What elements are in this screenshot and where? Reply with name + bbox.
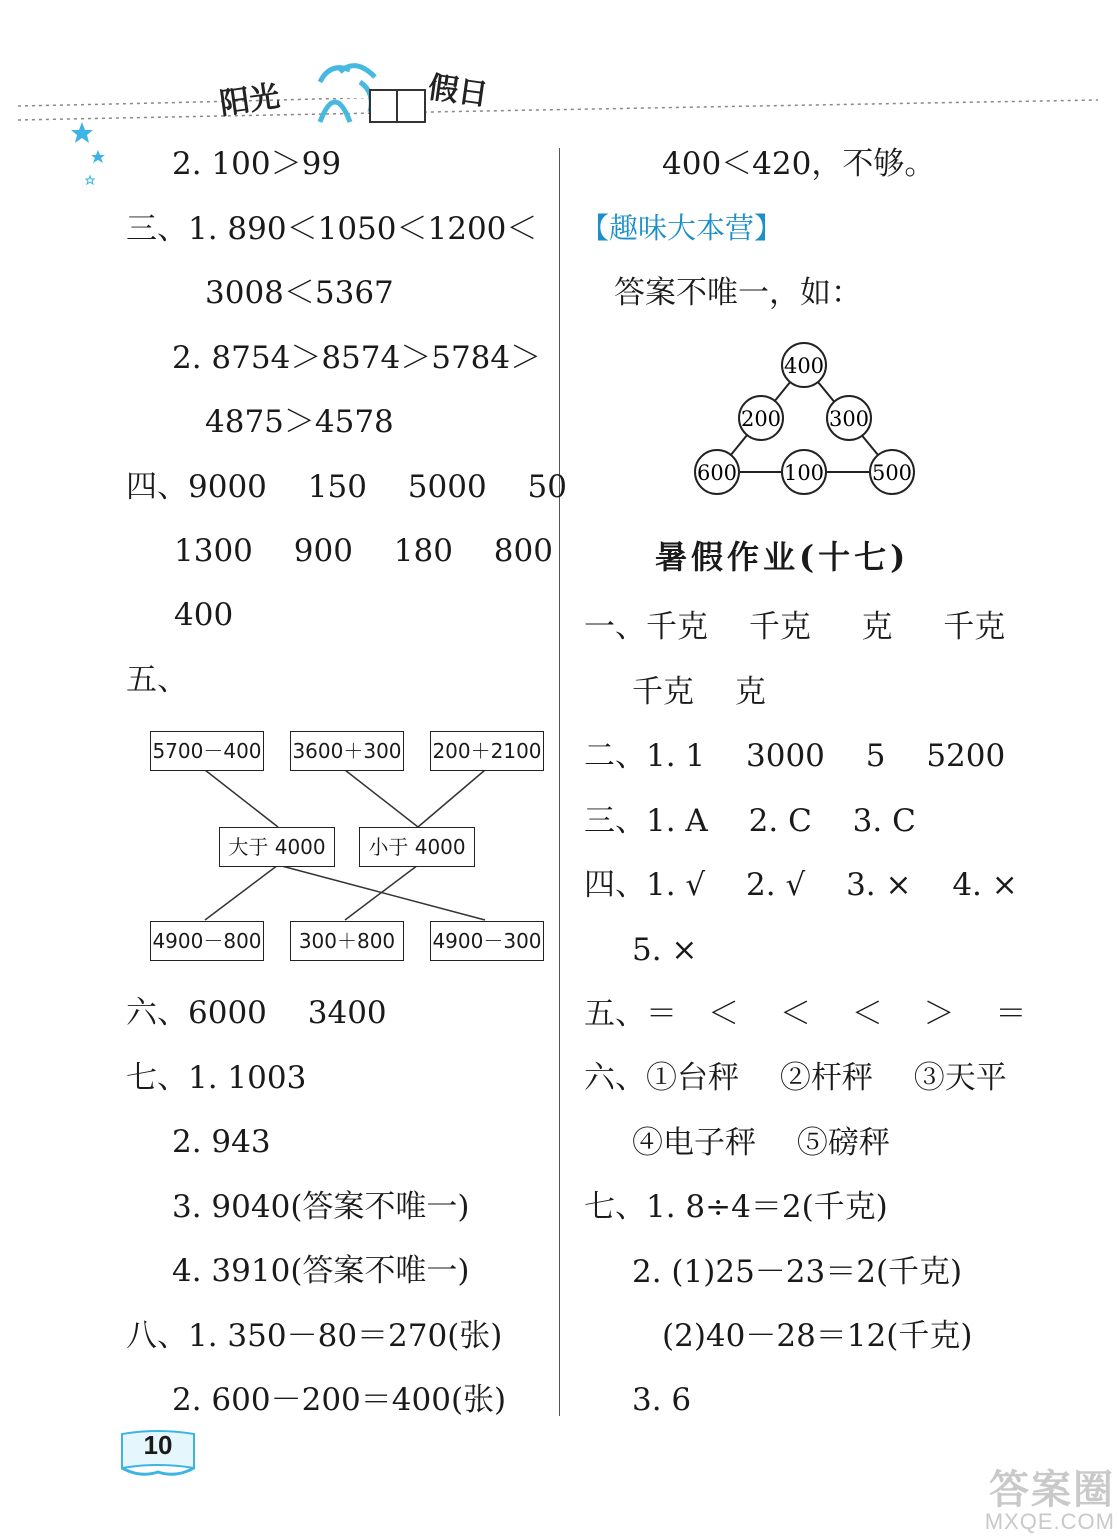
expression-box: 4900－800 [150, 921, 264, 961]
circle-node [695, 450, 739, 494]
answer-line: 八、1. 350－80＝270(张) [126, 1318, 503, 1354]
circle-node [827, 396, 871, 440]
star-icons [70, 120, 110, 190]
answer-line: 4. 3910(答案不唯一) [172, 1253, 470, 1289]
answer-line: 三、1. A 2. C 3. C [584, 803, 916, 839]
answer-line: 1300 900 180 800 [174, 533, 553, 569]
answer-line: 3. 9040(答案不唯一) [172, 1189, 470, 1225]
answer-line: 七、1. 1003 [126, 1060, 307, 1096]
answer-line: 400 [174, 597, 234, 633]
svg-text:200: 200 [740, 407, 782, 431]
svg-text:400: 400 [783, 354, 825, 378]
answer-line: ④电子秤 ⑤磅秤 [632, 1125, 890, 1161]
watermark-top: 答案圈 [989, 1468, 1115, 1512]
answer-line: 五、＝ ＜ ＜ ＜ ＞ ＝ [584, 996, 1027, 1032]
section-tag: 【趣味大本营】 [580, 211, 784, 245]
answer-line: 六、6000 3400 [126, 995, 387, 1031]
number-triangle [680, 335, 930, 505]
answer-line: 四、9000 150 5000 50 [126, 469, 567, 505]
circle-node [782, 450, 826, 494]
answer-line: (2)40－28＝12(千克) [662, 1318, 973, 1354]
header-dotted-line [18, 98, 1098, 138]
answer-line: 2. 943 [172, 1124, 271, 1160]
answer-line: 六、①台秤 ②杆秤 ③天平 [584, 1060, 1007, 1096]
expression-box: 300＋800 [290, 921, 404, 961]
category-box: 小于 4000 [359, 827, 475, 867]
svg-text:600: 600 [696, 461, 738, 485]
answer-line: 二、1. 1 3000 5 5200 [584, 738, 1006, 774]
answer-line: 七、1. 8÷4＝2(千克) [584, 1189, 888, 1225]
answer-line: 一、千克 千克 克 千克 [584, 609, 1006, 645]
expression-box: 200＋2100 [430, 731, 544, 771]
svg-text:100: 100 [783, 461, 825, 485]
circle-node [739, 396, 783, 440]
answer-line: 四、1. √ 2. √ 3. × 4. × [584, 867, 1018, 903]
answer-line: 2. 8754＞8574＞5784＞ [172, 340, 542, 376]
category-box: 大于 4000 [219, 827, 335, 867]
section-title: 暑假作业(十七) [655, 538, 910, 576]
logo-text-right: 假日 [425, 70, 491, 114]
answer-line: 4875＞4578 [205, 404, 394, 440]
answer-line: 3008＜5367 [205, 275, 394, 311]
answer-line: 5. × [632, 932, 698, 968]
page-number [118, 1428, 198, 1480]
answer-line: 千克 克 [632, 674, 766, 710]
svg-text:500: 500 [871, 461, 913, 485]
circle-node [782, 343, 826, 387]
logo-text-left: 阳光 [217, 79, 282, 123]
svg-text:300: 300 [828, 407, 870, 431]
circle-node [870, 450, 914, 494]
answer-line: 五、 [126, 662, 188, 698]
expression-box: 3600＋300 [290, 731, 404, 771]
expression-box: 4900－300 [430, 921, 544, 961]
answer-line: 三、1. 890＜1050＜1200＜ [126, 211, 538, 247]
answer-line: 2. (1)25－23＝2(千克) [632, 1254, 963, 1290]
watermark-bottom: MXQE.COM [984, 1509, 1115, 1534]
answer-line: 2. 100＞99 [172, 146, 342, 182]
answer-line: 答案不唯一，如： [614, 275, 862, 311]
answer-line: 400＜420，不够。 [662, 146, 936, 182]
watermark [940, 1470, 1115, 1534]
answer-line: 2. 600－200＝400(张) [172, 1382, 507, 1418]
page-number-text: 10 [143, 1430, 173, 1460]
expression-box: 5700－400 [150, 731, 264, 771]
answer-line: 3. 6 [632, 1382, 692, 1418]
sunny-holiday-logo [210, 52, 500, 132]
